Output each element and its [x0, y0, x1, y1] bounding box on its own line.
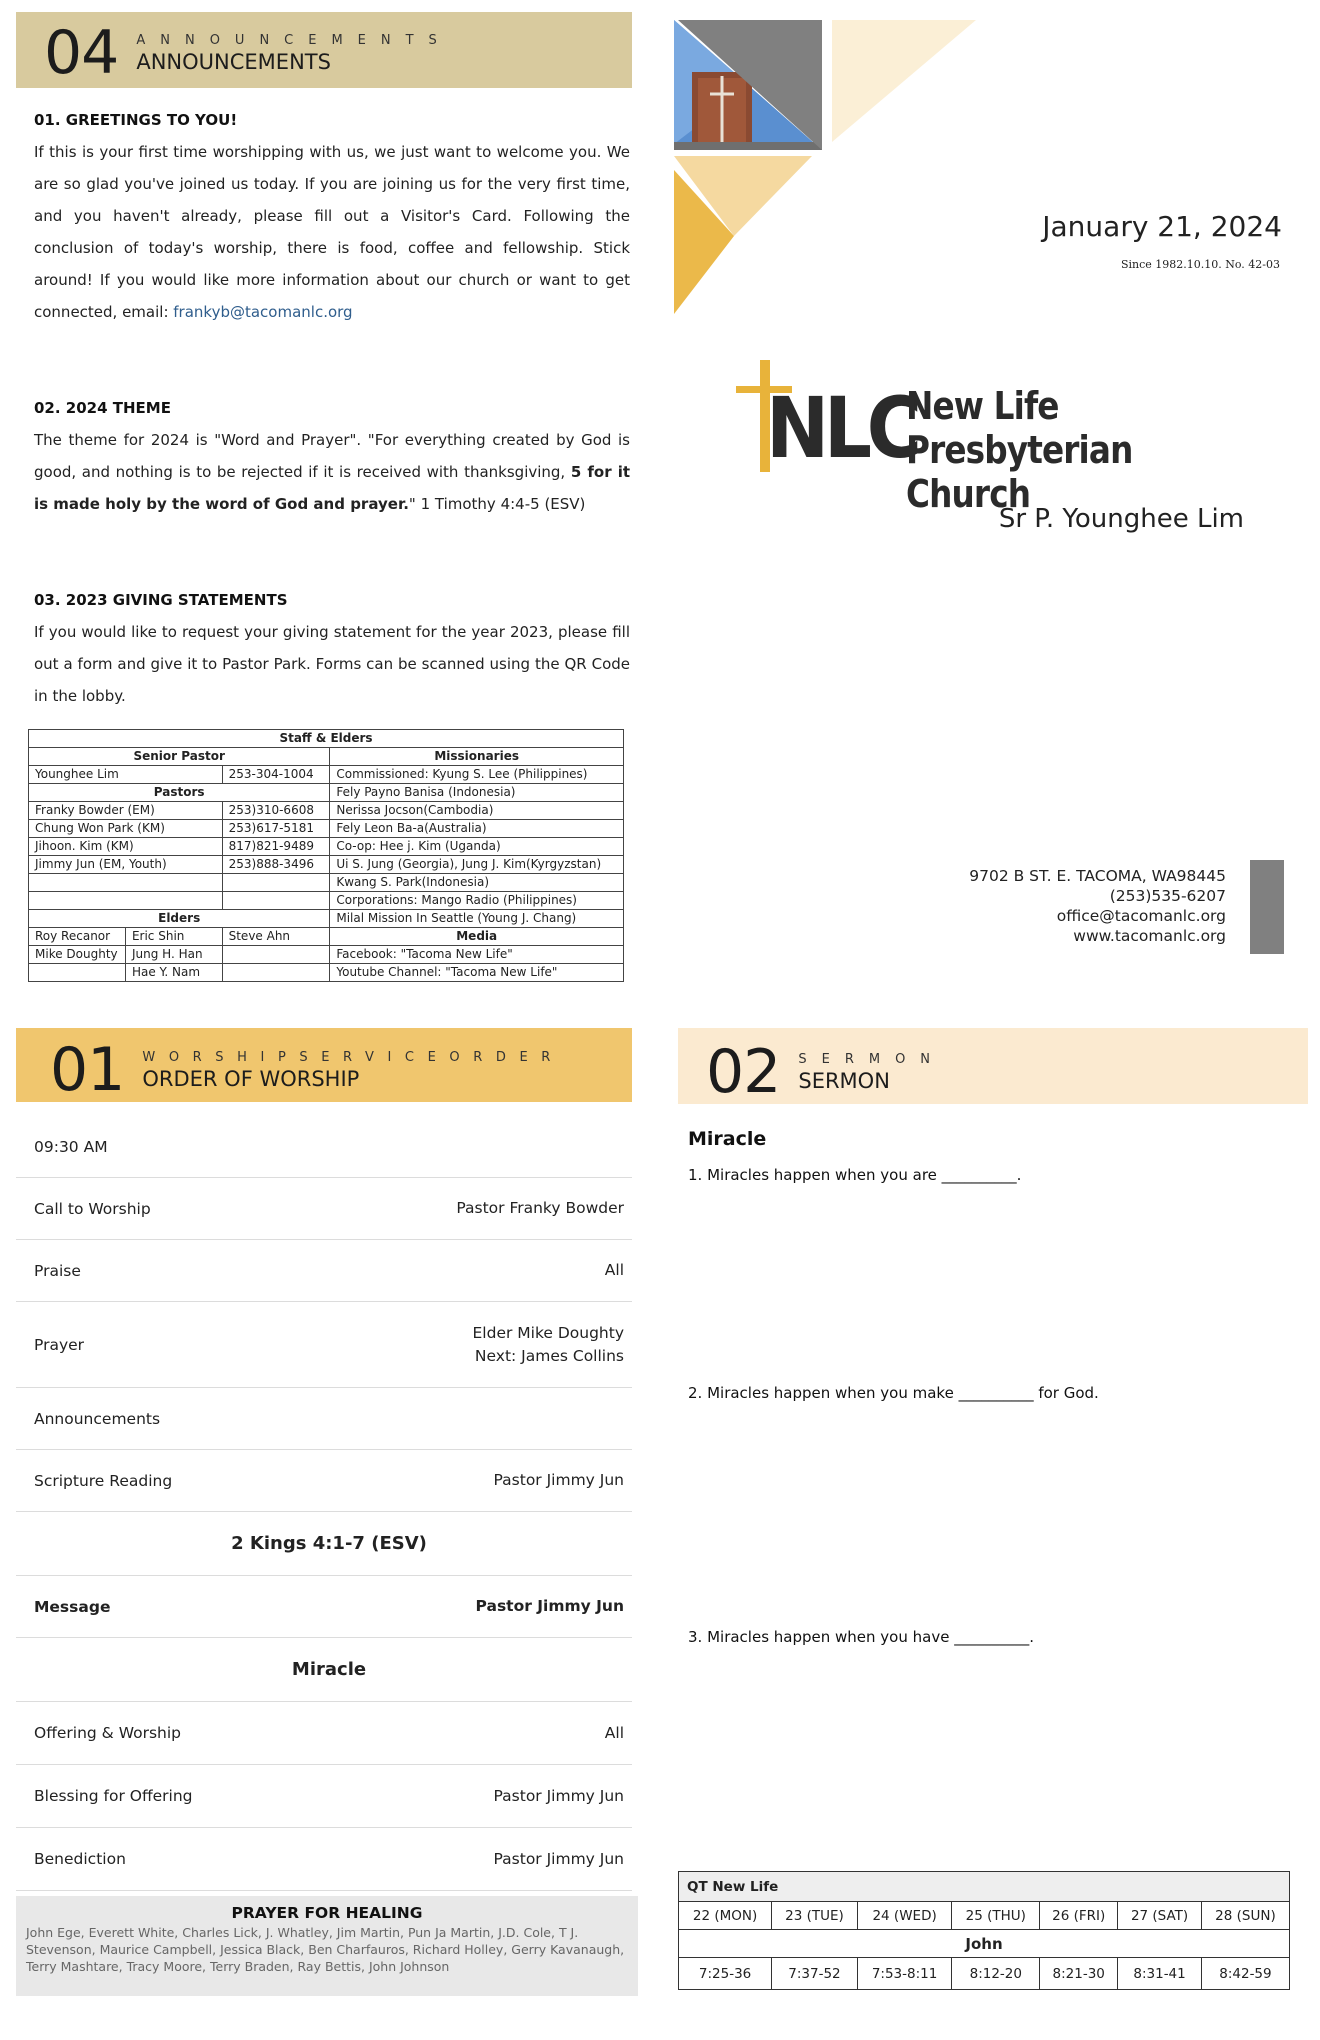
- worship-item: [16, 1302, 632, 1388]
- worship-header: [50, 1035, 564, 1105]
- announcements-body: [34, 104, 630, 776]
- announcement-giving: [34, 584, 630, 712]
- qt-reading: 8:12-20: [952, 1958, 1040, 1990]
- church-phone: (253)535-6207: [1109, 887, 1226, 905]
- bulletin-cover: [670, 14, 1320, 1004]
- qt-day: 23 (TUE): [772, 1902, 858, 1930]
- worship-item-leader: Pastor Jimmy Jun: [475, 1597, 624, 1615]
- scripture-text: 2 Kings 4:1-7 (ESV): [231, 1533, 427, 1554]
- worship-item: [16, 1765, 632, 1828]
- healing-names: John Ege, Everett White, Charles Lick, J. Whatley, Jim Martin, Pun Ja Martin, J.D. Cole, T J. Stevenson, Maurice Campbell, Jessica Black, Ben Charfauros, Richard Holley, Gerry Kavanaugh, Terry Mashtare, Tracy Moore, Terry Braden, Ray Bettis, John Johnson: [26, 1925, 625, 1974]
- qt-day: 25 (THU): [952, 1902, 1040, 1930]
- elder-name: [222, 964, 330, 982]
- elders-label: Elders: [29, 910, 330, 928]
- elder-name: Eric Shin: [125, 928, 222, 946]
- church-contact: [969, 866, 1226, 946]
- section-title: ORDER OF WORSHIP: [142, 1066, 360, 1091]
- media-entry: Facebook: "Tacoma New Life": [330, 946, 624, 964]
- cover-geometric-graphic: [670, 14, 990, 330]
- qt-readings-row: [679, 1958, 1290, 1990]
- worship-item: [16, 1178, 632, 1240]
- worship-item: [16, 1388, 632, 1450]
- elder-name: [222, 946, 330, 964]
- worship-item: [16, 1576, 632, 1638]
- qt-days-row: [679, 1902, 1290, 1930]
- staff-name: Jihoon. Kim (KM): [29, 838, 223, 856]
- church-website[interactable]: www.tacomanlc.org: [1073, 927, 1226, 945]
- healing-title: PRAYER FOR HEALING: [231, 1904, 423, 1922]
- staff-name: Younghee Lim: [29, 766, 223, 784]
- announcement-text: " 1 Timothy 4:4-5 (ESV): [408, 495, 586, 513]
- prayer-for-healing: [16, 1896, 638, 1996]
- logo-letters: NLC: [766, 379, 917, 477]
- staff-phone: 253)310-6608: [222, 802, 330, 820]
- worship-item: [16, 1702, 632, 1765]
- staff-phone: 253-304-1004: [222, 766, 330, 784]
- qt-book: John: [679, 1930, 1290, 1958]
- elder-name: Hae Y. Nam: [125, 964, 222, 982]
- worship-item-leader: Pastor Franky Bowder: [456, 1199, 624, 1217]
- worship-item-label: Benediction: [34, 1850, 126, 1868]
- announcement-heading: 02. 2024 THEME: [34, 399, 171, 417]
- sermon-point: 3. Miracles happen when you have __________.: [688, 1628, 1034, 1646]
- worship-item-label: Praise: [34, 1261, 81, 1280]
- media-entry: Youtube Channel: "Tacoma New Life": [330, 964, 624, 982]
- section-title: ANNOUNCEMENTS: [136, 49, 331, 74]
- section-number: 01: [50, 1035, 125, 1105]
- qt-reading: 8:42-59: [1201, 1958, 1289, 1990]
- missionary-entry: Ui S. Jung (Georgia), Jung J. Kim(Kyrgyzstan): [330, 856, 624, 874]
- scripture-reference: [16, 1512, 632, 1576]
- message-title: [16, 1638, 632, 1702]
- announcement-text: If you would like to request your giving statement for the year 2023, please fill out a form and give it to Pastor Park. Forms can be scanned using the QR Code in the lobby.: [34, 623, 630, 705]
- worship-item-label: Offering & Worship: [34, 1724, 182, 1742]
- elder-name: Steve Ahn: [222, 928, 330, 946]
- bulletin-since: Since 1982.10.10. No. 42-03: [1120, 258, 1280, 271]
- section-number: 02: [706, 1037, 781, 1107]
- qt-reading: 7:25-36: [679, 1958, 772, 1990]
- senior-pastor-name: Sr P. Younghee Lim: [998, 504, 1244, 534]
- section-title: SERMON: [798, 1068, 890, 1093]
- service-time-row: [16, 1116, 632, 1178]
- worship-item-leader: Elder Mike Doughty: [472, 1323, 624, 1342]
- staff-phone: 253)888-3496: [222, 856, 330, 874]
- staff-name: Chung Won Park (KM): [29, 820, 223, 838]
- worship-item-leader: Pastor Jimmy Jun: [493, 1471, 624, 1489]
- worship-item-leader: All: [604, 1261, 624, 1279]
- staff-title: Staff & Elders: [29, 730, 624, 748]
- announcements-header: [44, 18, 452, 88]
- missionary-entry: Co-op: Hee j. Kim (Uganda): [330, 838, 624, 856]
- worship-item-leader: All: [604, 1723, 624, 1742]
- worship-item-label: Call to Worship: [34, 1199, 151, 1218]
- qt-reading-table: [678, 1871, 1290, 1990]
- announcement-theme: [34, 392, 630, 520]
- elder-name: Jung H. Han: [125, 946, 222, 964]
- section-spaced-label: SERMON: [798, 1051, 946, 1067]
- church-email[interactable]: office@tacomanlc.org: [1056, 907, 1226, 925]
- elder-name: [29, 964, 126, 982]
- section-spaced-label: WORSHIPSERVICEORDER: [142, 1049, 564, 1065]
- church-name-line: New Life: [906, 384, 1059, 428]
- qt-reading: 8:21-30: [1040, 1958, 1118, 1990]
- church-name: [906, 384, 1262, 516]
- staff-phone: 817)821-9489: [222, 838, 330, 856]
- section-number: 04: [44, 18, 119, 88]
- missionary-entry: Corporations: Mango Radio (Philippines): [330, 892, 624, 910]
- pastors-label: Pastors: [29, 784, 330, 802]
- missionary-entry: Kwang S. Park(Indonesia): [330, 874, 624, 892]
- missionary-entry: Nerissa Jocson(Cambodia): [330, 802, 624, 820]
- announcement-heading: 03. 2023 GIVING STATEMENTS: [34, 591, 288, 609]
- media-label: Media: [330, 928, 624, 946]
- qt-day: 24 (WED): [857, 1902, 952, 1930]
- sermon-heading: Miracle: [688, 1128, 767, 1150]
- worship-item-leader: Pastor Jimmy Jun: [493, 1786, 624, 1805]
- qt-reading: 7:37-52: [772, 1958, 858, 1990]
- missionary-entry: Fely Leon Ba-a(Australia): [330, 820, 624, 838]
- elder-name: Roy Recanor: [29, 928, 126, 946]
- worship-item-label: Blessing for Offering: [34, 1787, 193, 1805]
- section-spaced-label: ANNOUNCEMENTS: [136, 32, 452, 48]
- contact-email-link[interactable]: frankyb@tacomanlc.org: [173, 303, 353, 321]
- worship-item-leader: Pastor Jimmy Jun: [493, 1849, 624, 1868]
- church-address: 9702 B ST. E. TACOMA, WA98445: [969, 867, 1226, 885]
- cream-triangle: [832, 20, 976, 142]
- church-name-line: Presbyterian Church: [906, 428, 1133, 516]
- staff-phone: 253)617-5181: [222, 820, 330, 838]
- sermon-point: 2. Miracles happen when you make __________ for God.: [688, 1384, 1099, 1402]
- missionaries-label: Missionaries: [330, 748, 624, 766]
- missionary-entry: Milal Mission In Seattle (Young J. Chang): [330, 910, 624, 928]
- worship-item: [16, 1450, 632, 1512]
- message-title-text: Miracle: [291, 1659, 367, 1680]
- staff-name: Jimmy Jun (EM, Youth): [29, 856, 223, 874]
- staff-name: Franky Bowder (EM): [29, 802, 223, 820]
- qt-day: 28 (SUN): [1201, 1902, 1289, 1930]
- qt-day: 26 (FRI): [1040, 1902, 1118, 1930]
- worship-order-list: [16, 1116, 632, 1891]
- qt-reading: 8:31-41: [1118, 1958, 1202, 1990]
- elder-name: Mike Doughty: [29, 946, 126, 964]
- qt-day: 27 (SAT): [1118, 1902, 1202, 1930]
- bulletin-date: January 21, 2024: [1042, 210, 1282, 243]
- worship-item: [16, 1240, 632, 1302]
- announcement-heading: 01. GREETINGS TO YOU!: [34, 111, 238, 129]
- worship-item-label: Message: [34, 1597, 111, 1616]
- qt-day: 22 (MON): [679, 1902, 772, 1930]
- announcement-greetings: [34, 104, 630, 328]
- sermon-point: 1. Miracles happen when you are __________.: [688, 1166, 1022, 1184]
- senior-pastor-label: Senior Pastor: [29, 748, 330, 766]
- service-time: 09:30 AM: [34, 1137, 108, 1156]
- worship-item: [16, 1828, 632, 1891]
- missionary-entry: Commissioned: Kyung S. Lee (Philippines): [330, 766, 624, 784]
- missionary-entry: Fely Payno Banisa (Indonesia): [330, 784, 624, 802]
- staff-table: [28, 729, 624, 982]
- worship-item-next-leader: Next: James Collins: [474, 1346, 624, 1365]
- qt-title: QT New Life: [679, 1872, 1290, 1902]
- worship-item-label: Announcements: [34, 1409, 161, 1428]
- gray-accent-bar: [1250, 860, 1284, 954]
- announcement-text: If this is your first time worshipping with us, we just want to welcome you. We are so glad you've joined us today. If you are joining us for the very first time, and you haven't already, please fill out a Visitor's Card. Following the conclusion of today's worship, there is food, coffee and fellowship. Stick around! If you would like more information about our church or want to get connected, email:: [34, 143, 630, 321]
- announcement-bold-text: 5 for it is made holy by the word of God and prayer.: [34, 463, 631, 513]
- worship-item-label: Prayer: [34, 1335, 85, 1354]
- sermon-header: [706, 1037, 946, 1107]
- worship-item-label: Scripture Reading: [34, 1471, 173, 1490]
- announcement-text: The theme for 2024 is "Word and Prayer". "For everything created by God is good, and nothing is to be rejected if it is received with thanksgiving,: [34, 431, 630, 481]
- qt-reading: 7:53-8:11: [857, 1958, 952, 1990]
